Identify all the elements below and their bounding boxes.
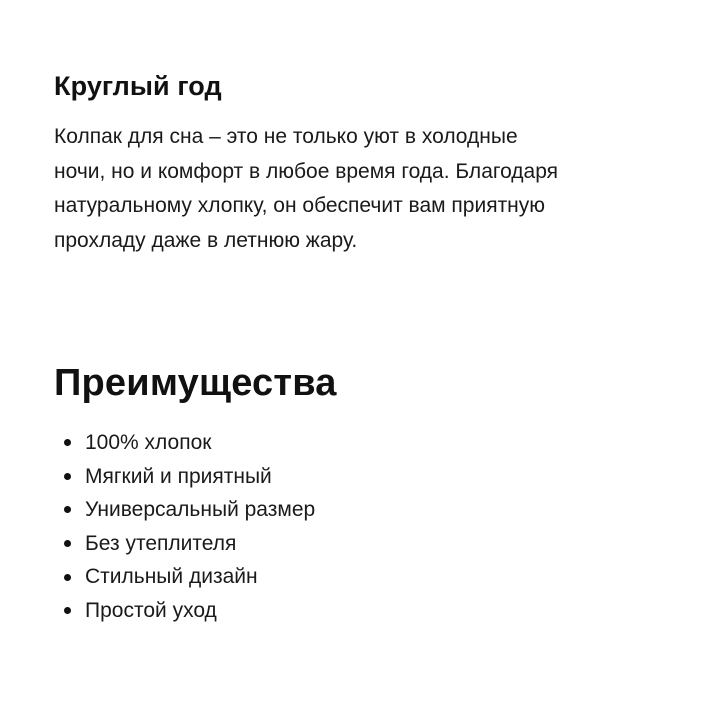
list-item-label: Простой уход bbox=[85, 598, 217, 622]
bullet-icon bbox=[64, 540, 71, 547]
description-line: Колпак для сна – это не только уют в холодные bbox=[54, 125, 518, 148]
list-item-label: Стильный дизайн bbox=[85, 565, 258, 589]
list-item bbox=[54, 560, 674, 594]
description-line: натуральному хлопку, он обеспечит вам приятную bbox=[54, 194, 546, 217]
section-title-advantages: Преимущества bbox=[54, 362, 337, 404]
bullet-icon bbox=[64, 473, 71, 480]
list-item bbox=[54, 594, 674, 628]
bullet-icon bbox=[64, 506, 71, 513]
section-description bbox=[54, 120, 674, 258]
list-item bbox=[54, 527, 674, 561]
advantages-list bbox=[54, 426, 674, 628]
description-line: прохладу даже в летнюю жару. bbox=[54, 228, 358, 252]
bullet-icon bbox=[64, 607, 71, 614]
list-item-label: Мягкий и приятный bbox=[85, 464, 272, 488]
description-line: ночи, но и комфорт в любое время года. Благодаря bbox=[54, 159, 559, 183]
bullet-icon bbox=[64, 439, 71, 446]
list-item-label: 100% хлопок bbox=[85, 431, 212, 454]
list-item bbox=[54, 493, 674, 527]
list-item-label: Универсальный размер bbox=[85, 498, 316, 522]
list-item-label: Без утеплителя bbox=[85, 531, 237, 555]
section-round-year bbox=[54, 68, 674, 258]
bullet-icon bbox=[64, 574, 71, 581]
section-advantages bbox=[54, 358, 674, 628]
section-title-round-year: Круглый год bbox=[54, 71, 222, 101]
list-item bbox=[54, 460, 674, 494]
list-item bbox=[54, 426, 674, 460]
